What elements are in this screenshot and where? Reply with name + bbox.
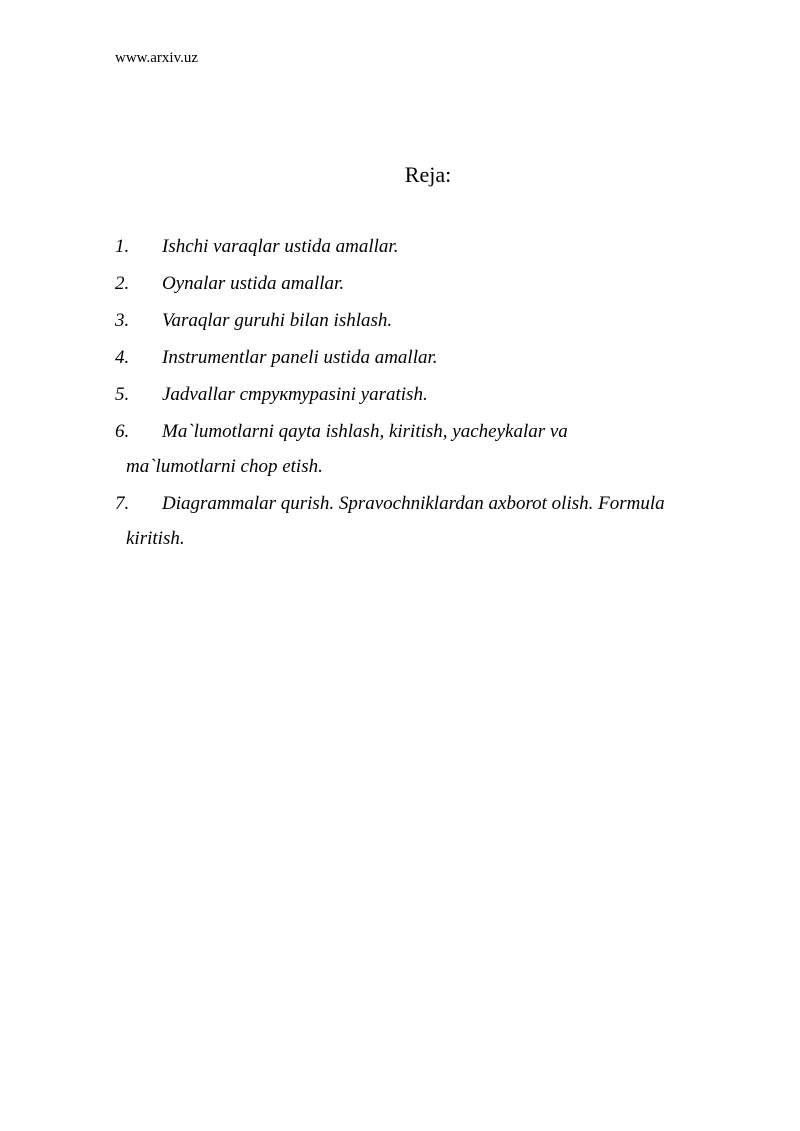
list-item	[115, 234, 745, 260]
page-header-url: www.arxiv.uz	[115, 50, 199, 66]
list-item-text-continuation: kiritish.	[126, 528, 185, 549]
list-item-text: Instrumentlar paneli ustida amallar.	[162, 347, 438, 368]
list-item-number: 7.	[115, 493, 130, 514]
list-item	[115, 308, 745, 334]
list-item-number: 6.	[115, 421, 130, 442]
list-item-text: Varaqlar guruhi bilan ishlash.	[162, 310, 393, 331]
list-item	[115, 491, 745, 552]
list-item-number: 5.	[115, 384, 130, 405]
list-item-number: 3.	[115, 310, 130, 331]
list-item	[115, 271, 745, 297]
plan-list	[115, 234, 745, 563]
list-item-text: Jadvallar структурasini yaratish.	[162, 384, 428, 405]
list-item	[115, 345, 745, 371]
list-item-text: Diagrammalar qurish. Spravochniklardan axborot olish. Formula	[162, 493, 665, 514]
list-item	[115, 419, 745, 480]
list-item-text-continuation: ma`lumotlarni chop etish.	[126, 456, 323, 477]
page-title: Reja:	[404, 162, 452, 187]
list-item-number: 2.	[115, 273, 130, 294]
list-item	[115, 382, 745, 408]
list-item-text: Oynalar ustida amallar.	[162, 273, 345, 294]
list-item-number: 1.	[115, 236, 130, 257]
list-item-number: 4.	[115, 347, 130, 368]
list-item-text: Ma`lumotlarni qayta ishlash, kiritish, yacheykalar va	[162, 421, 568, 442]
list-item-text: Ishchi varaqlar ustida amallar.	[162, 236, 399, 257]
